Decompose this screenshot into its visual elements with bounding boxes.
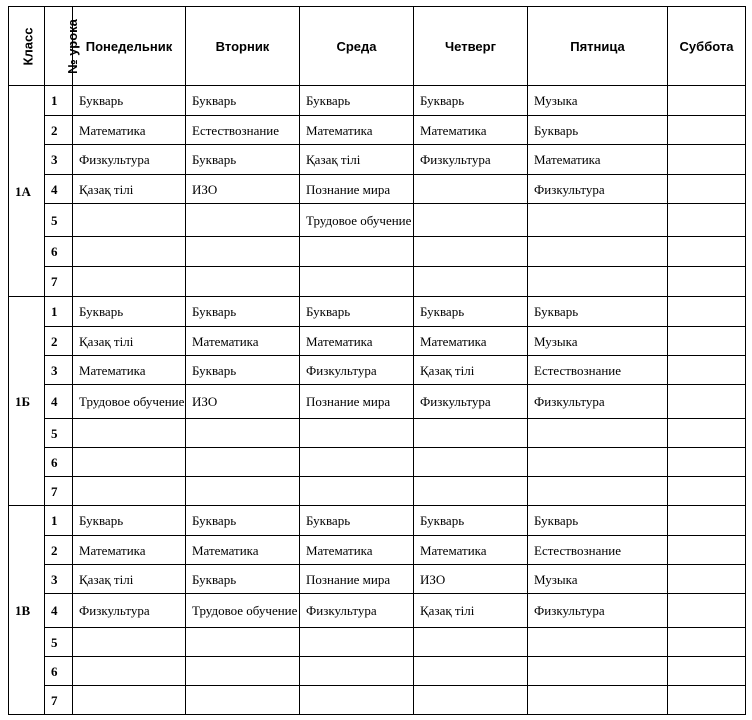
subject-cell-tuesday: Букварь (186, 565, 300, 594)
subject-cell-saturday (668, 419, 746, 448)
subject-cell-saturday (668, 536, 746, 565)
schedule-row (9, 267, 746, 297)
subject-cell-saturday (668, 86, 746, 116)
schedule-row (9, 145, 746, 175)
subject-cell-wednesday: Физкультура (300, 594, 414, 628)
subject-cell-thursday (414, 477, 528, 506)
subject-cell-tuesday: Букварь (186, 86, 300, 116)
subject-cell-monday: Қазақ тілі (73, 175, 186, 204)
lesson-number-column-header: № урока (45, 7, 73, 86)
subject-cell-thursday (414, 267, 528, 297)
day-header-tuesday: Вторник (186, 7, 300, 86)
lesson-number-cell: 2 (45, 327, 73, 356)
schedule-row (9, 506, 746, 536)
subject-cell-monday (73, 448, 186, 477)
subject-cell-thursday: Букварь (414, 506, 528, 536)
subject-cell-monday (73, 419, 186, 448)
subject-cell-tuesday: ИЗО (186, 175, 300, 204)
subject-cell-thursday (414, 237, 528, 267)
class-name-cell: 1В (9, 506, 45, 715)
schedule-row (9, 686, 746, 715)
subject-cell-tuesday: Естествознание (186, 116, 300, 145)
schedule-row (9, 477, 746, 506)
subject-cell-friday (528, 686, 668, 715)
lesson-number-cell: 4 (45, 385, 73, 419)
lesson-number-cell: 3 (45, 145, 73, 175)
lesson-number-cell: 1 (45, 506, 73, 536)
schedule-row (9, 327, 746, 356)
schedule-row (9, 419, 746, 448)
subject-cell-thursday: Қазақ тілі (414, 356, 528, 385)
subject-cell-monday (73, 237, 186, 267)
subject-cell-wednesday: Трудовое обучение (300, 204, 414, 237)
subject-cell-monday (73, 628, 186, 657)
subject-cell-friday (528, 204, 668, 237)
subject-cell-thursday: Қазақ тілі (414, 594, 528, 628)
subject-cell-friday (528, 419, 668, 448)
subject-cell-friday: Музыка (528, 565, 668, 594)
subject-cell-thursday: Физкультура (414, 385, 528, 419)
day-header-thursday: Четверг (414, 7, 528, 86)
subject-cell-saturday (668, 385, 746, 419)
subject-cell-friday (528, 628, 668, 657)
day-header-friday: Пятница (528, 7, 668, 86)
subject-cell-saturday (668, 237, 746, 267)
schedule-row (9, 237, 746, 267)
subject-cell-saturday (668, 448, 746, 477)
schedule-row (9, 116, 746, 145)
class-column-header: Класс (9, 7, 45, 86)
subject-cell-saturday (668, 356, 746, 385)
class-name-cell: 1А (9, 86, 45, 297)
subject-cell-friday (528, 448, 668, 477)
lesson-number-cell: 4 (45, 175, 73, 204)
subject-cell-thursday (414, 657, 528, 686)
subject-cell-friday: Естествознание (528, 536, 668, 565)
subject-cell-monday: Математика (73, 356, 186, 385)
subject-cell-friday: Математика (528, 145, 668, 175)
class-name-cell: 1Б (9, 297, 45, 506)
subject-cell-wednesday: Букварь (300, 86, 414, 116)
subject-cell-tuesday (186, 477, 300, 506)
subject-cell-saturday (668, 628, 746, 657)
subject-cell-wednesday (300, 419, 414, 448)
subject-cell-wednesday (300, 477, 414, 506)
day-header-monday: Понедельник (73, 7, 186, 86)
day-header-wednesday: Среда (300, 7, 414, 86)
schedule-row (9, 657, 746, 686)
lesson-number-cell: 5 (45, 204, 73, 237)
subject-cell-wednesday (300, 448, 414, 477)
subject-cell-saturday (668, 565, 746, 594)
schedule-table (8, 6, 746, 715)
subject-cell-saturday (668, 297, 746, 327)
schedule-row (9, 356, 746, 385)
subject-cell-monday: Математика (73, 116, 186, 145)
subject-cell-tuesday: Трудовое обучение (186, 594, 300, 628)
subject-cell-friday (528, 477, 668, 506)
subject-cell-wednesday (300, 237, 414, 267)
subject-cell-friday: Физкультура (528, 594, 668, 628)
subject-cell-thursday: Букварь (414, 297, 528, 327)
subject-cell-saturday (668, 506, 746, 536)
subject-cell-saturday (668, 594, 746, 628)
lesson-number-cell: 3 (45, 565, 73, 594)
subject-cell-tuesday (186, 419, 300, 448)
lesson-number-cell: 6 (45, 448, 73, 477)
subject-cell-tuesday (186, 204, 300, 237)
subject-cell-tuesday (186, 686, 300, 715)
subject-cell-wednesday: Познание мира (300, 565, 414, 594)
lesson-number-cell: 3 (45, 356, 73, 385)
subject-cell-tuesday: Букварь (186, 506, 300, 536)
schedule-body (9, 86, 746, 715)
subject-cell-thursday (414, 628, 528, 657)
subject-cell-tuesday (186, 448, 300, 477)
subject-cell-wednesday: Қазақ тілі (300, 145, 414, 175)
subject-cell-saturday (668, 327, 746, 356)
subject-cell-monday: Математика (73, 536, 186, 565)
subject-cell-wednesday: Физкультура (300, 356, 414, 385)
schedule-row (9, 86, 746, 116)
subject-cell-tuesday: Математика (186, 536, 300, 565)
subject-cell-tuesday: Букварь (186, 297, 300, 327)
subject-cell-monday: Қазақ тілі (73, 327, 186, 356)
subject-cell-thursday: Математика (414, 536, 528, 565)
subject-cell-tuesday (186, 267, 300, 297)
subject-cell-thursday: Букварь (414, 86, 528, 116)
subject-cell-wednesday: Познание мира (300, 175, 414, 204)
subject-cell-thursday (414, 204, 528, 237)
subject-cell-friday: Музыка (528, 86, 668, 116)
subject-cell-saturday (668, 175, 746, 204)
subject-cell-friday (528, 237, 668, 267)
subject-cell-friday: Букварь (528, 116, 668, 145)
subject-cell-monday: Физкультура (73, 145, 186, 175)
subject-cell-monday: Қазақ тілі (73, 565, 186, 594)
subject-cell-tuesday (186, 628, 300, 657)
lesson-number-cell: 1 (45, 297, 73, 327)
subject-cell-wednesday: Математика (300, 116, 414, 145)
schedule-row (9, 628, 746, 657)
subject-cell-friday: Физкультура (528, 385, 668, 419)
subject-cell-saturday (668, 116, 746, 145)
subject-cell-monday (73, 686, 186, 715)
schedule-row (9, 385, 746, 419)
subject-cell-monday (73, 657, 186, 686)
lesson-number-cell: 7 (45, 477, 73, 506)
subject-cell-monday: Букварь (73, 297, 186, 327)
schedule-row (9, 175, 746, 204)
subject-cell-thursday: ИЗО (414, 565, 528, 594)
subject-cell-monday (73, 204, 186, 237)
subject-cell-wednesday: Букварь (300, 297, 414, 327)
subject-cell-saturday (668, 204, 746, 237)
subject-cell-wednesday: Букварь (300, 506, 414, 536)
subject-cell-thursday: Физкультура (414, 145, 528, 175)
subject-cell-friday: Естествознание (528, 356, 668, 385)
day-header-saturday: Суббота (668, 7, 746, 86)
subject-cell-wednesday (300, 267, 414, 297)
schedule-row (9, 594, 746, 628)
subject-cell-tuesday (186, 657, 300, 686)
subject-cell-tuesday: Букварь (186, 356, 300, 385)
lesson-number-cell: 5 (45, 419, 73, 448)
subject-cell-saturday (668, 686, 746, 715)
subject-cell-friday: Музыка (528, 327, 668, 356)
subject-cell-wednesday: Математика (300, 536, 414, 565)
subject-cell-friday: Букварь (528, 506, 668, 536)
subject-cell-tuesday: Букварь (186, 145, 300, 175)
lesson-number-cell: 2 (45, 116, 73, 145)
header-row (9, 7, 746, 86)
subject-cell-friday (528, 267, 668, 297)
subject-cell-tuesday: Математика (186, 327, 300, 356)
schedule-row (9, 297, 746, 327)
lesson-number-cell: 2 (45, 536, 73, 565)
lesson-number-cell: 4 (45, 594, 73, 628)
subject-cell-thursday: Математика (414, 116, 528, 145)
subject-cell-wednesday (300, 686, 414, 715)
subject-cell-monday (73, 267, 186, 297)
subject-cell-monday: Трудовое обучение (73, 385, 186, 419)
subject-cell-tuesday (186, 237, 300, 267)
lesson-number-cell: 5 (45, 628, 73, 657)
lesson-number-cell: 6 (45, 657, 73, 686)
subject-cell-thursday: Математика (414, 327, 528, 356)
schedule-row (9, 204, 746, 237)
lesson-number-cell: 6 (45, 237, 73, 267)
lesson-number-cell: 7 (45, 267, 73, 297)
schedule-row (9, 536, 746, 565)
subject-cell-wednesday: Математика (300, 327, 414, 356)
subject-cell-saturday (668, 267, 746, 297)
subject-cell-monday (73, 477, 186, 506)
subject-cell-tuesday: ИЗО (186, 385, 300, 419)
lesson-number-cell: 1 (45, 86, 73, 116)
subject-cell-saturday (668, 145, 746, 175)
lesson-number-cell: 7 (45, 686, 73, 715)
subject-cell-thursday (414, 419, 528, 448)
subject-cell-thursday (414, 686, 528, 715)
subject-cell-monday: Букварь (73, 506, 186, 536)
subject-cell-monday: Букварь (73, 86, 186, 116)
subject-cell-monday: Физкультура (73, 594, 186, 628)
subject-cell-friday: Физкультура (528, 175, 668, 204)
subject-cell-wednesday (300, 657, 414, 686)
subject-cell-saturday (668, 477, 746, 506)
schedule-row (9, 565, 746, 594)
subject-cell-wednesday: Познание мира (300, 385, 414, 419)
schedule-row (9, 448, 746, 477)
subject-cell-saturday (668, 657, 746, 686)
subject-cell-friday (528, 657, 668, 686)
subject-cell-friday: Букварь (528, 297, 668, 327)
subject-cell-wednesday (300, 628, 414, 657)
subject-cell-thursday (414, 175, 528, 204)
subject-cell-thursday (414, 448, 528, 477)
